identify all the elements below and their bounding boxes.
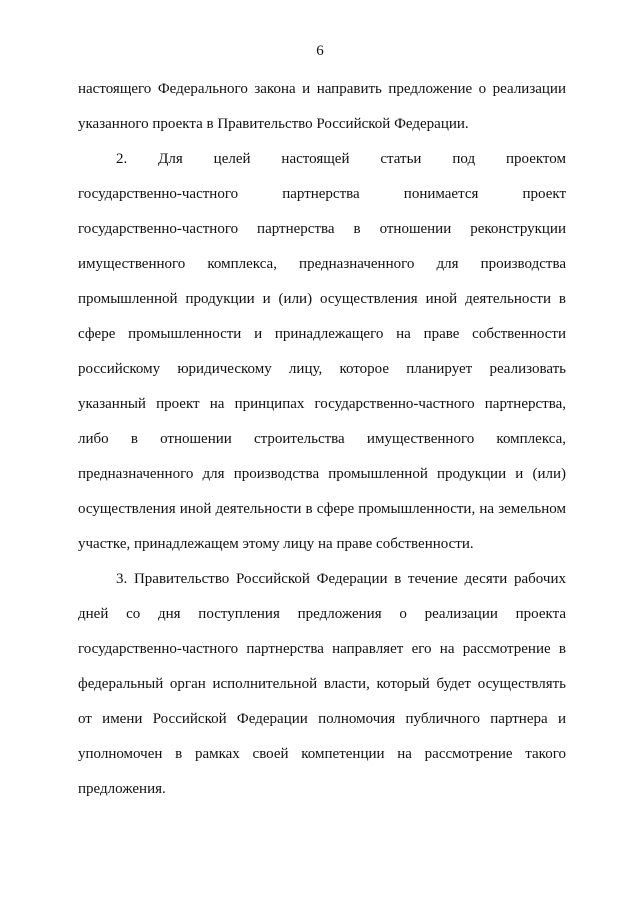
text-line: дней со дня поступления предложения о реализации проекта xyxy=(78,606,566,622)
text-line: предложения. xyxy=(78,781,166,797)
text-line: предназначенного для производства промышленной продукции и (или) xyxy=(78,466,566,482)
text-line: федеральный орган исполнительной власти, который будет осуществлять xyxy=(78,676,566,692)
text-line: государственно-частного партнерства направляет его на рассмотрение в xyxy=(78,641,566,657)
text-line: указанного проекта в Правительство Российской Федерации. xyxy=(78,116,469,132)
text-line: 2. Для целей настоящей статьи под проектом xyxy=(116,151,566,167)
text-line: указанный проект на принципах государственно-частного партнерства, xyxy=(78,396,566,412)
text-line: государственно-частного партнерства понимается проект xyxy=(78,186,566,202)
text-line: уполномочен в рамках своей компетенции на рассмотрение такого xyxy=(78,746,566,762)
text-line: либо в отношении строительства имущественного комплекса, xyxy=(78,431,566,447)
text-line: российскому юридическому лицу, которое планирует реализовать xyxy=(78,361,566,377)
text-line: промышленной продукции и (или) осуществления иной деятельности в xyxy=(78,291,566,307)
text-line: от имени Российской Федерации полномочия публичного партнера и xyxy=(78,711,566,727)
text-line: осуществления иной деятельности в сфере промышленности, на земельном xyxy=(78,501,566,517)
text-line: имущественного комплекса, предназначенного для производства xyxy=(78,256,566,272)
text-line: участке, принадлежащем этому лицу на праве собственности. xyxy=(78,536,474,552)
text-line: сфере промышленности и принадлежащего на праве собственности xyxy=(78,326,566,342)
text-line: государственно-частного партнерства в отношении реконструкции xyxy=(78,221,566,237)
page-number: 6 xyxy=(316,43,324,59)
text-line: настоящего Федерального закона и направить предложение о реализации xyxy=(78,81,566,97)
text-line: 3. Правительство Российской Федерации в течение десяти рабочих xyxy=(116,571,566,587)
